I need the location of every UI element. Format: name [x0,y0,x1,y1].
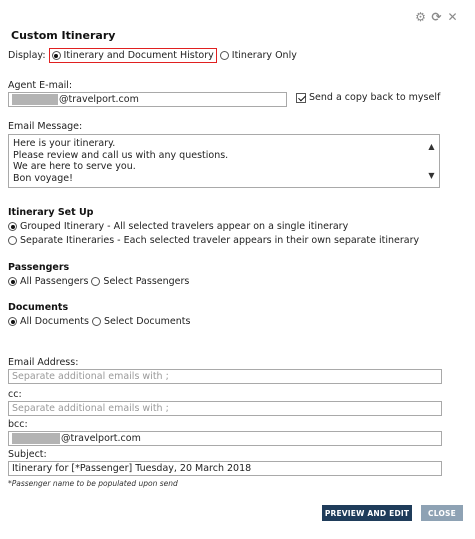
option-label: Itinerary Only [231,50,297,61]
email-message-textarea[interactable] [8,134,440,188]
message-line: Please review and call us with any questions. [13,149,229,161]
radio-button[interactable] [8,222,17,231]
bcc-label: bcc: [8,419,28,430]
passengers-options [8,276,189,287]
scroll-up-icon[interactable]: ▲ [428,142,435,151]
radio-button[interactable] [52,51,61,60]
option-label: Itinerary and Document History [63,50,214,61]
documents-option-select[interactable] [92,316,191,327]
cc-field[interactable] [8,401,442,416]
refresh-icon[interactable]: ⟳ [431,9,442,24]
display-row [8,48,297,63]
option-label: Select Passengers [103,276,190,287]
passengers-option-all[interactable] [8,276,88,287]
display-option-itinerary-doc-history[interactable] [49,48,217,63]
scroll-down-icon[interactable]: ▼ [428,170,435,180]
gear-icon[interactable]: ⚙ [415,9,426,24]
documents-options [8,316,190,327]
display-option-itinerary-only[interactable] [220,50,297,61]
agent-email-field[interactable] [8,92,287,107]
preview-and-edit-button[interactable]: PREVIEW AND EDIT [322,505,412,521]
close-icon[interactable]: ✕ [447,9,458,24]
cc-label: cc: [8,389,22,400]
redacted-text [12,433,60,444]
message-line: Here is your itinerary. [13,138,116,149]
send-copy-checkbox[interactable] [296,93,306,103]
email-address-placeholder: Separate additional emails with ; [12,371,169,382]
radio-button[interactable] [220,51,229,60]
option-label: Separate Itineraries - Each selected traveler appears in their own separate itinerary [20,235,420,246]
subject-label: Subject: [8,449,47,460]
email-message-label: Email Message: [8,121,83,132]
documents-option-all[interactable] [8,316,89,327]
itinerary-setup-heading: Itinerary Set Up [8,207,94,218]
bcc-field[interactable] [8,431,442,446]
redacted-text [12,94,58,105]
send-copy-checkbox-row[interactable] [296,92,440,103]
subject-note: *Passenger name to be populated upon send [8,479,178,488]
bcc-suffix: @travelport.com [61,433,141,444]
radio-button[interactable] [8,236,17,245]
option-label: Select Documents [103,316,191,327]
window-controls [414,10,459,23]
agent-email-label: Agent E-mail: [8,80,73,91]
send-copy-label: Send a copy back to myself [309,92,441,103]
option-label: Grouped Itinerary - All selected travelers appear on a single itinerary [20,221,349,232]
email-address-field[interactable] [8,369,442,384]
option-label: All Passengers [20,276,89,287]
email-address-label: Email Address: [8,357,79,368]
radio-button[interactable] [8,317,17,326]
cc-placeholder: Separate additional emails with ; [12,403,169,414]
radio-button[interactable] [8,277,17,286]
radio-button[interactable] [91,277,100,286]
subject-field[interactable] [8,461,442,476]
radio-button[interactable] [92,317,101,326]
itinerary-setup-option-separate[interactable] [8,235,419,246]
subject-value: Itinerary for [*Passenger] Tuesday, 20 March 2018 [12,463,252,474]
passengers-option-select[interactable] [91,276,189,287]
agent-email-suffix: @travelport.com [59,94,139,105]
display-label: Display: [8,50,46,61]
message-line: We are here to serve you. [13,161,136,172]
message-line: Bon voyage! [13,172,73,184]
dialog-title: Custom Itinerary [11,29,116,42]
itinerary-setup-option-grouped[interactable] [8,221,348,232]
option-label: All Documents [20,316,89,327]
documents-heading: Documents [8,302,69,313]
close-button[interactable]: CLOSE [421,505,463,521]
passengers-heading: Passengers [8,262,70,273]
